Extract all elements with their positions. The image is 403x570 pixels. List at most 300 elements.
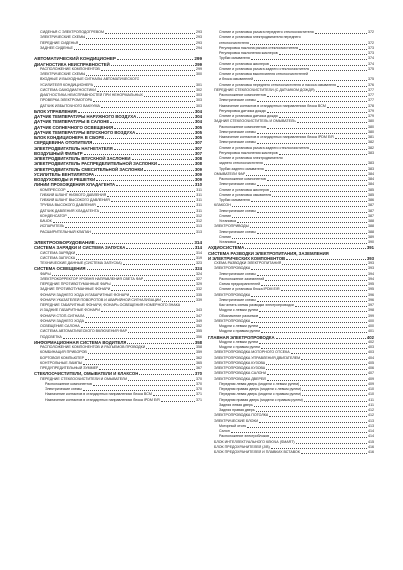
- toc-page-number: 365: [196, 360, 202, 365]
- toc-page-number: 401: [368, 329, 374, 334]
- toc-entry-title: СЕРДЦЕВИНА ОТОПИТЕЛЯ: [34, 140, 93, 146]
- toc-entry-title: ЭЛЕКТРОДВИГАТЕЛЬ СМЕСИТЕЛЬНОЙ ЗАСЛОНКИ: [34, 166, 144, 172]
- toc-leader-dots: [299, 49, 367, 50]
- toc-entry-title: и блока омывателей: [219, 77, 254, 82]
- toc-leader-dots: [117, 59, 193, 60]
- toc-leader-dots: [251, 59, 367, 60]
- toc-entry-title: Снятие и установка рычага заднего стеклоочистителя: [219, 145, 310, 150]
- toc-page-number: 373: [368, 51, 374, 55]
- toc-page-number: 409: [368, 381, 374, 386]
- toc-entry-title: ТРУБКА ВЫСОКОГО ДАВЛЕНИЯ: [40, 203, 96, 208]
- toc-leader-dots: [105, 33, 195, 34]
- toc-page-number: 393: [366, 255, 374, 261]
- toc-leader-dots: [251, 201, 367, 202]
- toc-page-number: 372: [368, 30, 374, 34]
- toc-page-number: 389: [368, 234, 374, 239]
- toc-entry-title: ПЕРЕДНИЕ СТЕКЛООЧИСТИТЕЛИ И ОМЫВАТЕЛИ: [40, 376, 128, 381]
- toc-page-number: 373: [368, 45, 374, 50]
- toc-entry-title: Снятие и установка блока IPDM E/R: [219, 287, 280, 292]
- toc-entry-title: ЗАДНИЙ СТЕКЛООЧИСТИТЕЛЬ И ОМЫВАТЕЛЬ: [214, 119, 296, 124]
- toc-page-number: 314: [194, 245, 202, 251]
- toc-page-number: 311: [196, 208, 202, 213]
- toc-leader-dots: [95, 175, 194, 176]
- toc-leader-dots: [86, 75, 195, 76]
- toc-page-number: 384: [368, 171, 374, 176]
- toc-page-number: 414: [368, 434, 374, 439]
- toc-entry-title: ДАТЧИК ТЕМПЕРАТУРЫ В САЛОНЕ: [34, 119, 110, 125]
- toc-entry-title: Модули с левым рулем: [219, 339, 258, 344]
- toc-leader-dots: [256, 411, 367, 412]
- toc-right-column: [208, 30, 374, 455]
- toc-page-number: 383: [368, 150, 374, 155]
- toc-leader-dots: [96, 180, 194, 181]
- toc-leader-dots: [250, 44, 367, 45]
- toc-leader-dots: [83, 364, 195, 365]
- toc-entry-title: Передняя правая дверь (модели с левым рулем): [219, 387, 302, 391]
- toc-entry-title: ДАТЧИК ИЗБЫТОЧНОГО ВАКУУМА: [40, 103, 100, 108]
- toc-leader-dots: [257, 212, 367, 213]
- toc-leader-dots: [93, 385, 195, 386]
- toc-entry-title: Задняя левая дверь: [219, 402, 253, 407]
- toc-entry-title: ПЕРЕДНИЕ СИДЕНЬЯ: [40, 40, 79, 45]
- toc-page-number: 377: [368, 87, 374, 92]
- toc-entry-title: СИСТЕМА РАЗВОДКИ ЭЛЕКТРОПИТАНИЯ, ЗАЗЕМЛЕНИЯ: [208, 250, 329, 256]
- toc-entry-title: ПРЕДУПРЕДИТЕЛЬНЫЙ ЗУММЕР: [40, 366, 99, 370]
- toc-entry-title: ДИАГНОСТИКА НЕИСПРАВНОСТЕЙ ПРИ НЕНОРМАЛЬНЫХ: [40, 93, 143, 97]
- toc-page-number: 382: [368, 140, 374, 145]
- toc-entry-title: Снятие: [219, 234, 232, 239]
- toc-entry-title: СИСТЕМА ОСВЕЩЕНИЯ: [34, 266, 86, 272]
- toc-page-number: 400: [368, 318, 374, 323]
- toc-entry-title: Установка: [219, 219, 236, 223]
- toc-entry-title: Трубки омывателя: [219, 56, 250, 61]
- toc-entry-title: ФОНАРИ УКАЗАТЕЛЕЙ ПОВОРОТОВ И АВАРИЙНОЙ СИГНАЛИЗАЦИИ: [40, 297, 161, 302]
- toc-page-number: 394: [368, 271, 374, 276]
- toc-entry-title: Снятие: [219, 213, 232, 218]
- toc-page-number: 305: [194, 129, 202, 135]
- toc-page-number: 307: [194, 150, 202, 156]
- toc-leader-dots: [254, 406, 367, 407]
- toc-page-number: 313: [196, 229, 202, 234]
- toc-entry-title: ПЕРЕДНИЕ ПРОТИВОТУМАННЫЕ ФАРЫ: [40, 282, 111, 286]
- toc-entry-title: КОНДЕНСАТОР: [40, 213, 67, 218]
- toc-page-number: 387: [368, 213, 374, 218]
- toc-page-number: 411: [368, 397, 374, 402]
- toc-page-number: 412: [368, 413, 374, 418]
- toc-leader-dots: [136, 133, 194, 134]
- toc-leader-dots: [100, 212, 195, 213]
- toc-entry-title: Электрические схемы: [219, 229, 256, 234]
- toc-leader-dots: [257, 185, 367, 186]
- toc-page-number: 412: [368, 408, 374, 412]
- toc-entry[interactable]: [208, 450, 374, 455]
- toc-page-number: 396: [368, 297, 374, 302]
- toc-entry-title: СХЕМА РАЗВОДКИ ЭЛЕКТРОПИТАНИЯ: [214, 261, 282, 265]
- toc-page-number: 395: [368, 282, 374, 286]
- toc-left-column: [34, 30, 202, 403]
- toc-entry-title: ЭЛЕКТРОДВИГАТЕЛЬ РАСПРЕДЕЛИТЕЛЬНОЙ ЗАСЛОНКИ: [34, 161, 157, 167]
- toc-leader-dots: [245, 248, 366, 249]
- toc-page-number: 393: [368, 266, 374, 271]
- toc-entry-title: КОМБИНАЦИЯ ПРИБОРОВ: [40, 350, 87, 355]
- toc-page-number: 402: [366, 334, 374, 340]
- toc-leader-dots: [94, 86, 195, 87]
- toc-leader-dots: [114, 149, 194, 150]
- toc-page-number: 375: [368, 77, 374, 82]
- toc-page-number: 311: [196, 192, 202, 197]
- toc-entry-title: ЭЛЕКТРОПРОВОДКА САЛОНА: [214, 371, 267, 376]
- toc-entry-title: ДАТЧИК ДАВЛЕНИЯ ХЛАДАГЕНТА: [40, 208, 100, 213]
- toc-entry-title: Моторный отсек: [219, 423, 247, 428]
- toc-leader-dots: [128, 380, 195, 381]
- toc-leader-dots: [315, 33, 367, 34]
- toc-leader-dots: [337, 86, 367, 87]
- toc-page-number: 349: [196, 318, 202, 323]
- toc-entry-title: Назначение контактов в стандартных направлениях блока BCM: [219, 103, 326, 108]
- toc-leader-dots: [112, 285, 195, 286]
- toc-entry-title: ЭЛЕКТРОПРОВОДКА КУЗОВА: [214, 360, 266, 365]
- toc-page-number: 390: [368, 240, 374, 244]
- toc-page-number: 379: [368, 108, 374, 113]
- toc-page-number: 359: [196, 350, 202, 355]
- toc-page-number: 402: [368, 339, 374, 344]
- toc-page-number: 399: [368, 313, 374, 318]
- toc-page-number: 384: [368, 182, 374, 187]
- toc-leader-dots: [295, 306, 367, 307]
- toc-leader-dots: [259, 311, 367, 312]
- toc-leader-dots: [267, 180, 367, 181]
- toc-page-number: 370: [196, 376, 202, 381]
- toc-entry-title: ЗАДНИЕ ПРОТИВОТУМАННЫЕ ФОНАРИ: [40, 287, 111, 292]
- toc-leader-dots: [97, 206, 196, 207]
- toc-entry-title: ОМЫВАТЕЛИ ФАР: [214, 171, 246, 176]
- toc-leader-dots: [101, 107, 195, 108]
- toc-leader-dots: [137, 117, 194, 118]
- toc-entry-title: ЭЛЕКТРИЧЕСКИЕ СХЕМЫ: [40, 72, 86, 76]
- toc-page-number: 362: [196, 355, 202, 360]
- toc-page-number: 303: [196, 93, 202, 97]
- toc-entry-title: ЭЛЕКТРОПРОВОДКА МОТОРНОГО ОТСЕКА: [214, 350, 290, 355]
- toc-page-number: 309: [194, 177, 202, 182]
- toc-leader-dots: [153, 395, 195, 396]
- toc-entry-title: ЭЛЕКТРОПРИВОДЫ: [214, 224, 249, 229]
- toc-page-number: 302: [196, 87, 202, 92]
- toc-page-number: 396: [368, 292, 374, 297]
- toc-leader-dots: [161, 401, 195, 402]
- toc-page-number: 386: [368, 198, 374, 202]
- toc-page-number: 355: [196, 329, 202, 334]
- toc-leader-dots: [92, 233, 195, 234]
- toc-entry-title: Снятие и установка рычага заднего стеклоочистителя: [219, 66, 310, 71]
- toc-entry[interactable]: [34, 398, 202, 403]
- toc-page-number: 314: [194, 240, 202, 245]
- toc-page-number: 398: [368, 308, 374, 313]
- toc-entry-title: Электрические схемы: [219, 271, 256, 276]
- toc-page-number: 414: [368, 429, 374, 433]
- toc-leader-dots: [254, 80, 367, 81]
- toc-leader-dots: [310, 149, 367, 150]
- toc-leader-dots: [316, 91, 367, 92]
- toc-page-number: 356: [196, 334, 202, 339]
- toc-leader-dots: [261, 332, 367, 333]
- toc-leader-dots: [270, 65, 367, 66]
- toc-page-number: 388: [368, 229, 374, 234]
- toc-entry-title: И ЗАДНИЕ ГАБАРИТНЫЕ ФОНАРИ: [40, 308, 100, 313]
- toc-leader-dots: [265, 170, 367, 171]
- toc-page-number: 304: [194, 119, 202, 125]
- toc-page-number: 309: [194, 166, 202, 172]
- toc-page-number: 380: [368, 119, 374, 124]
- toc-leader-dots: [281, 290, 367, 291]
- toc-entry-title: ЭЛЕКТРОКОРРЕКТОР УРОВНЯ НАПРАВЛЕНИЯ СВЕТА ФАР: [40, 276, 144, 281]
- toc-entry-title: ПРОВЕРКА ЭЛЕКТРОМОТОРА: [40, 98, 93, 103]
- toc-leader-dots: [246, 175, 367, 176]
- toc-entry-title: Задняя правая дверь: [219, 408, 255, 412]
- toc-entry-title: ГИБКИЙ ШЛАНГ НИЗКОГО ДАВЛЕНИЯ: [40, 192, 107, 197]
- toc-leader-dots: [257, 275, 367, 276]
- toc-page-number: 374: [368, 56, 374, 61]
- toc-entry-title: СИСТЕМА ЗАПУСКА: [40, 255, 76, 260]
- toc-leader-dots: [87, 269, 194, 270]
- toc-page-number: 416: [368, 444, 374, 449]
- toc-leader-dots: [53, 222, 195, 223]
- toc-entry-title: Снятие и установка рычага переднего стеклоочистителя: [219, 30, 314, 34]
- toc-entry-title: БОРТОВОЙ КОМПЬЮТЕР: [40, 355, 85, 360]
- toc-entry-title: ВХОДНЫЕ И ВЫХОДНЫЕ СИГНАЛЫ АВТОМАТИЧЕСКОГО: [40, 77, 140, 82]
- toc-entry-title: ДАТЧИК ТЕМПЕРАТУРЫ НАРУЖНОГО ВОЗДУХА: [34, 114, 137, 119]
- toc-page-number: 387: [368, 203, 374, 208]
- toc-page-number: 385: [368, 192, 374, 197]
- toc-entry-title: ПЕРЕДНИЕ СТЕКЛООЧИСТИТЕЛИ (С ДАТЧИКОМ ДОЖДЯ): [214, 87, 315, 92]
- toc-page-number: 376: [368, 82, 374, 87]
- toc-entry-title: АВТОМАТИЧЕСКИЙ КОНДИЦИОНЕР: [34, 56, 116, 62]
- toc-page-number: 404: [368, 355, 374, 360]
- toc-leader-dots: [99, 369, 195, 370]
- toc-leader-dots: [259, 422, 367, 423]
- toc-page-number: 301: [196, 82, 202, 87]
- toc-leader-dots: [265, 280, 367, 281]
- toc-leader-dots: [259, 327, 367, 328]
- toc-page-number: 393: [368, 261, 374, 265]
- toc-leader-dots: [123, 264, 195, 265]
- toc-entry-title: Электрические схемы: [45, 387, 82, 391]
- toc-page-number: 352: [196, 324, 202, 328]
- toc-entry-title: РАСПОЛОЖЕНИЕ КОМПОНЕНТОВ И РАЗЪЕМОВ ПРОВОДКИ: [40, 345, 146, 349]
- toc-entry-title: Модули с правым рулем: [219, 329, 260, 334]
- toc-leader-dots: [302, 395, 367, 396]
- toc-entry-title: ФОНАРИ СТОП-СИГНАЛА: [40, 313, 85, 318]
- toc-entry-title: АУДИОСИСТЕМА: [208, 245, 245, 251]
- toc-entry-title: ТЕХНИЧЕСКИЕ ДАННЫЕ (СИСТЕМА ЗАПУСКА): [40, 261, 122, 265]
- toc-entry-title: УСИЛИТЕЛЯ КОНДИЦИОНЕРА: [40, 82, 93, 87]
- toc-entry-title: ВОЗДУШНЫЙ ФИЛЬТР: [34, 150, 83, 156]
- toc-page-number: 367: [196, 366, 202, 370]
- toc-entry-title: ЛИНИИ ПРОХОЖДЕНИЯ ХЛАДАГЕНТА: [34, 182, 116, 188]
- toc-page-number: 300: [196, 72, 202, 76]
- toc-entry-title: ФОНАРИ ЗАДНЕГО ХОДА И ГАБАРИТНЫЕ ФОНАРИ: [40, 292, 130, 297]
- toc-entry-title: ГЛАВНАЯ ЭЛЕКТРОПРОВОДКА: [208, 334, 275, 340]
- toc-page-number: 339: [196, 297, 202, 302]
- toc-page-number: 379: [368, 114, 374, 118]
- toc-page-number: 381: [368, 135, 374, 139]
- toc-entry-title: ЭЛЕКТРООБОРУДОВАНИЕ: [34, 240, 95, 245]
- toc-entry-title: ЭЛЕКТРОДВИГАТЕЛЬ ВПУСКНОЙ ЗАСЛОНКИ: [34, 156, 131, 161]
- toc-entry-title: БЛОК ПРЕДОХРАНИТЕЛЕЙ (J/B): [214, 444, 270, 449]
- toc-page-number: 387: [368, 208, 374, 213]
- toc-page-number: 324: [196, 271, 202, 276]
- toc-page-number: 382: [368, 145, 374, 150]
- toc-entry-title: ДИАГНОСТИКА НЕИСПРАВНОСТЕЙ: [34, 61, 110, 67]
- toc-entry-title: Снятие и установка выключателя стеклоочистителей: [219, 72, 309, 76]
- toc-leader-dots: [237, 243, 367, 244]
- toc-page-number: 319: [196, 255, 202, 260]
- toc-page-number: 383: [368, 166, 374, 171]
- toc-entry-title: Снятие и установка переднего стеклоочистителя и насоса омывателя: [219, 82, 336, 87]
- toc-page-number: 405: [368, 360, 374, 365]
- toc-leader-dots: [111, 65, 194, 66]
- toc-leader-dots: [107, 196, 195, 197]
- toc-page-number: 388: [368, 219, 374, 223]
- toc-page-number: 358: [194, 339, 202, 345]
- toc-page-number: 327: [196, 276, 202, 281]
- toc-entry-title: Модули с левым рулем: [219, 324, 258, 328]
- toc-entry-title: Передняя левая дверь (модели с левым рулем): [219, 381, 300, 386]
- toc-entry-title: Салон: [219, 429, 230, 433]
- toc-page-number: 299: [194, 56, 202, 62]
- toc-entry-title: СТЕКЛООЧИСТИТЕЛИ, ОМЫВАТЕЛИ И КЛАКСОН: [34, 371, 139, 377]
- toc-page-number: 370: [196, 381, 202, 386]
- toc-page-number: 314: [196, 250, 202, 255]
- toc-leader-dots: [302, 390, 367, 391]
- toc-page-number: 384: [368, 177, 374, 181]
- toc-entry-title: ФОНАРИ ЗАДНЕГО ХОДА: [40, 318, 84, 323]
- toc-leader-dots: [301, 453, 367, 454]
- toc-leader-dots: [267, 128, 367, 129]
- toc-leader-dots: [130, 296, 195, 297]
- toc-entry-title: ДАТЧИК ТЕМПЕРАТУРЫ ВПУСКНОГО ВОЗДУХА: [34, 129, 136, 135]
- toc-page-number: 394: [368, 276, 374, 281]
- toc-entry-title: Схема предохранителей: [219, 282, 261, 286]
- toc-leader-dots: [259, 343, 367, 344]
- toc-leader-dots: [132, 159, 194, 160]
- toc-leader-dots: [114, 128, 194, 129]
- toc-leader-dots: [105, 138, 194, 139]
- toc-entry-title: Регулировка наклонения жиклеров: [219, 150, 278, 155]
- toc-leader-dots: [76, 259, 195, 260]
- toc-entry-title: Электрические схемы: [219, 297, 256, 302]
- toc-page-number: 410: [368, 392, 374, 397]
- toc-page-number: 293: [196, 35, 202, 40]
- toc-leader-dots: [271, 448, 367, 449]
- toc-page-number: 378: [368, 103, 374, 108]
- toc-leader-dots: [247, 427, 367, 428]
- toc-page-number: 310: [194, 182, 202, 188]
- toc-entry-title: Снятие и установка датчика дождя: [219, 114, 278, 118]
- toc-page-number: 304: [194, 108, 202, 114]
- toc-entry-title: Расположение заземлений: [219, 276, 265, 281]
- toc-entry-title: Назначение контактов в стандартных направлениях блока BCM: [45, 392, 152, 397]
- toc-entry-title: ЭЛЕКТРОПРОВОДКА КУЗОВА: [214, 366, 266, 370]
- toc-entry-title: стеклоочистителя: [219, 40, 249, 45]
- toc-entry-title: ПЕРЕДНИЕ ГАБАРИТНЫЕ ФОНАРИ, ФОНАРЬ ОСВЕЩЕНИЯ НОМЕРНОГО ЗНАКА: [40, 303, 181, 307]
- toc-leader-dots: [126, 248, 194, 249]
- toc-page-number: 411: [368, 402, 374, 407]
- toc-leader-dots: [257, 143, 367, 144]
- toc-entry-title: ВОЗДУХОВОДЫ И РЕШЕТКИ: [34, 177, 96, 182]
- toc-page-number: 403: [368, 350, 374, 355]
- toc-entry-title: СИСТЕМА ЗАРЯДКИ: [40, 250, 76, 255]
- toc-entry-title: Электрические схемы: [219, 140, 256, 145]
- toc-entry-title: ОСВЕЩЕНИЕ САЛОНА: [40, 324, 80, 328]
- toc-leader-dots: [127, 343, 193, 344]
- toc-page-number: 372: [368, 40, 374, 45]
- toc-entry-title: ЭЛЕКТРОПРОВОДКА ДВЕРЕЙ: [214, 376, 266, 381]
- toc-page-number: 395: [368, 287, 374, 292]
- toc-leader-dots: [272, 196, 367, 197]
- toc-page-number: 410: [368, 387, 374, 391]
- toc-leader-dots: [266, 369, 367, 370]
- toc-leader-dots: [79, 44, 195, 45]
- toc-entry-title: Электрические схемы: [219, 182, 256, 187]
- toc-leader-dots: [335, 138, 367, 139]
- toc-page-number: 403: [368, 345, 374, 349]
- toc-entry-title: Регулировка наклона рычага стеклоочистителя: [219, 45, 299, 50]
- toc-leader-dots: [297, 122, 367, 123]
- toc-page-number: 385: [368, 187, 374, 192]
- toc-leader-dots: [310, 70, 367, 71]
- toc-page-number: 370: [196, 387, 202, 391]
- toc-page-number: 409: [368, 376, 374, 381]
- toc-leader-dots: [251, 269, 367, 270]
- toc-leader-dots: [282, 264, 367, 265]
- toc-leader-dots: [111, 201, 196, 202]
- toc-leader-dots: [286, 259, 366, 260]
- toc-leader-dots: [86, 317, 195, 318]
- toc-entry-title: Трубки омывателя: [219, 198, 250, 202]
- toc-page-number: 313: [196, 224, 202, 229]
- toc-entry-title: Трубки заднего омывателя: [219, 166, 264, 171]
- toc-leader-dots: [267, 112, 367, 113]
- toc-entry-title: Обозначение разъемов: [219, 313, 259, 318]
- toc-page-number: 309: [194, 171, 202, 177]
- toc-page-number: 391: [366, 245, 374, 251]
- toc-page-number: 299: [194, 61, 202, 67]
- toc-entry-title: Снятие и установка электродвигателя: [219, 156, 283, 160]
- toc-page-number: 406: [368, 366, 374, 370]
- toc-leader-dots: [267, 374, 367, 375]
- toc-page-number: 374: [368, 61, 374, 66]
- toc-entry-title: БЛОК КОНДИЦИОНЕРА В СБОРЕ: [34, 135, 105, 140]
- toc-page-number: 303: [196, 103, 202, 108]
- toc-entry-title: КОНТРОЛЬНЫЕ ЛАМПЫ: [40, 360, 83, 365]
- toc-page-number: 311: [196, 203, 202, 208]
- toc-entry-title: Снятие и установка жиклеров: [219, 61, 269, 66]
- toc-entry-title: КЛАКСОН: [214, 203, 231, 208]
- toc-leader-dots: [276, 338, 366, 339]
- toc-page-number: 312: [196, 213, 202, 218]
- toc-page-number: 293: [196, 40, 202, 45]
- toc-leader-dots: [231, 432, 367, 433]
- toc-entry-title: СИСТЕМА САМОДИАГНОСТИКИ: [40, 87, 96, 92]
- toc-entry-title: ГИБКИЙ ШЛАНГ ВЫСОКОГО ДАВЛЕНИЯ: [40, 198, 110, 202]
- toc-leader-dots: [237, 222, 367, 223]
- toc-entry-title: ЭЛЕКТРИЧЕСКИЕ СХЕМЫ: [40, 35, 86, 40]
- toc-entry-title: И ЭЛЕКТРИЧЕСКИХ КОМПОНЕНТОВ: [208, 255, 286, 261]
- toc-entry-title: Регулировка датчика дождя: [219, 108, 266, 113]
- toc-page-number: 308: [194, 156, 202, 161]
- toc-entry-title: Как читать схемы разводки электропроводки: [219, 303, 294, 307]
- toc-leader-dots: [270, 191, 367, 192]
